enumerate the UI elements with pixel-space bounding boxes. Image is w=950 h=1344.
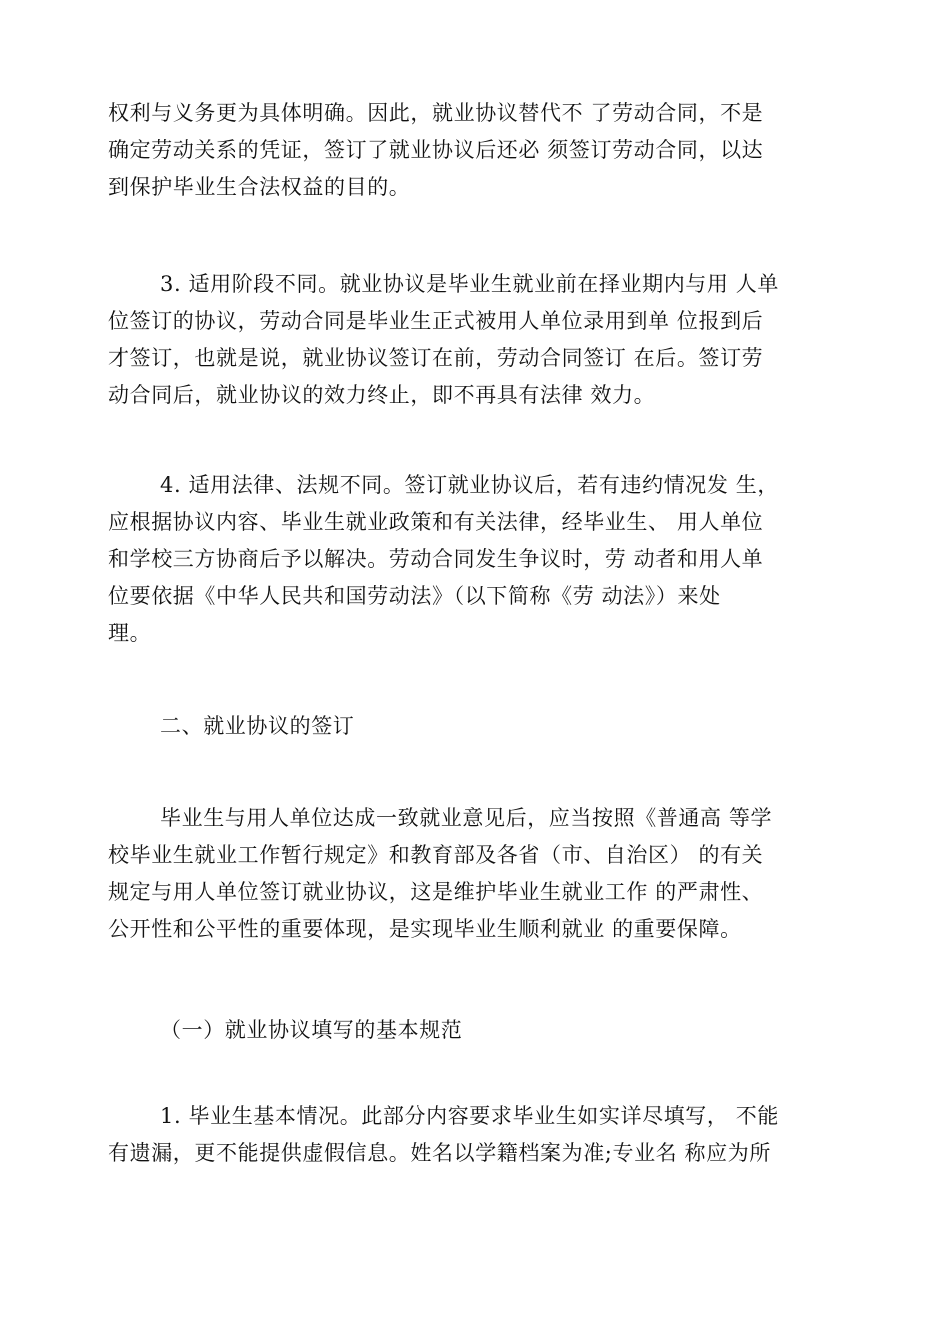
paragraph-applicable-stage — [108, 266, 848, 414]
text-line: 公开性和公平性的重要体现，是实现毕业生顺利就业 的重要保障。 — [108, 917, 742, 941]
text-line: 和学校三方协商后予以解决。劳动合同发生争议时，劳 动者和用人单 — [108, 547, 764, 571]
text-line: 应根据协议内容、毕业生就业政策和有关法律，经毕业生、 用人单位 — [108, 510, 764, 534]
text-line: 4. 适用法律、法规不同。签订就业协议后，若有违约情况发 生， — [160, 473, 779, 497]
text-line: 确定劳动关系的凭证，签订了就业协议后还必 须签订劳动合同，以达 — [108, 138, 764, 162]
text-line: 动合同后，就业协议的效力终止，即不再具有法律 效力。 — [108, 383, 656, 407]
subsection-heading — [108, 1012, 848, 1049]
text-line: 有遗漏，更不能提供虚假信息。姓名以学籍档案为准;专业名 称应为所 — [108, 1141, 771, 1165]
text-line: 毕业生与用人单位达成一致就业意见后，应当按照《普通高 等学 — [160, 806, 773, 830]
text-line: 理。 — [108, 621, 152, 645]
text-line: 校毕业生就业工作暂行规定》和教育部及各省（市、自治区） 的有关 — [108, 843, 764, 867]
text-line: 位要依据《中华人民共和国劳动法》（以下简称《劳 动法》）来处 — [108, 584, 721, 608]
section-heading — [108, 708, 848, 745]
section-title: 二、就业协议的签订 — [160, 714, 355, 738]
text-line: 才签订，也就是说，就业协议签订在前，劳动合同签订 在后。签订劳 — [108, 346, 764, 370]
text-line: 权利与义务更为具体明确。因此，就业协议替代不 了劳动合同，不是 — [108, 101, 764, 125]
paragraph-signing — [108, 800, 848, 948]
text-line: 3. 适用阶段不同。就业协议是毕业生就业前在择业期内与用 人单 — [160, 272, 779, 296]
paragraph-basic-info — [108, 1098, 848, 1172]
text-line: 到保护毕业生合法权益的目的。 — [108, 175, 411, 199]
subsection-title: （一）就业协议填写的基本规范 — [160, 1018, 463, 1042]
paragraph-applicable-law — [108, 467, 848, 652]
text-line: 规定与用人单位签订就业协议，这是维护毕业生就业工作 的严肃性、 — [108, 880, 764, 904]
text-line: 1. 毕业生基本情况。此部分内容要求毕业生如实详尽填写， 不能 — [160, 1104, 779, 1128]
paragraph-rights-obligations — [108, 95, 848, 206]
text-line: 位签订的协议，劳动合同是毕业生正式被用人单位录用到单 位报到后 — [108, 309, 764, 333]
